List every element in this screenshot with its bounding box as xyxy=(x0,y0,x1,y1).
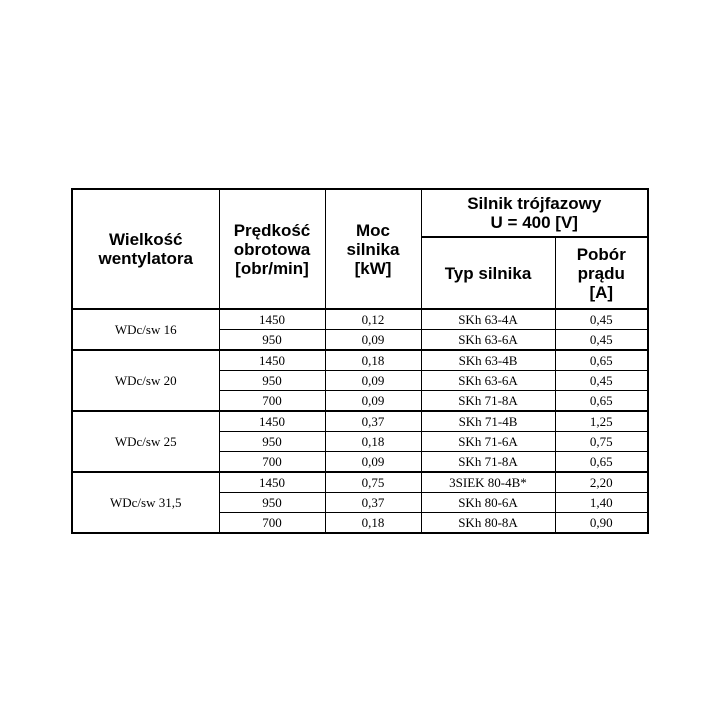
motor-type-cell: 3SIEK 80-4B* xyxy=(421,472,555,493)
speed-cell: 1450 xyxy=(219,350,325,371)
table-row xyxy=(72,472,648,493)
speed-cell: 700 xyxy=(219,513,325,534)
power-cell: 0,37 xyxy=(325,493,421,513)
table-body xyxy=(72,309,648,533)
table-row xyxy=(72,350,648,371)
speed-cell: 700 xyxy=(219,391,325,412)
current-cell: 0,90 xyxy=(555,513,648,534)
header-fan-size: Wielkość wentylatora xyxy=(72,189,219,309)
motor-type-cell: SKh 71-4B xyxy=(421,411,555,432)
current-cell: 1,40 xyxy=(555,493,648,513)
current-cell: 0,45 xyxy=(555,309,648,330)
motor-type-cell: SKh 63-6A xyxy=(421,371,555,391)
motor-type-cell: SKh 71-8A xyxy=(421,452,555,473)
speed-cell: 1450 xyxy=(219,472,325,493)
power-cell: 0,18 xyxy=(325,350,421,371)
motor-type-cell: SKh 71-6A xyxy=(421,432,555,452)
motor-type-cell: SKh 63-6A xyxy=(421,330,555,351)
speed-cell: 950 xyxy=(219,493,325,513)
fan-size-cell: WDc/sw 16 xyxy=(72,309,219,350)
fan-motor-spec-table xyxy=(71,188,649,534)
table-row xyxy=(72,309,648,330)
power-cell: 0,09 xyxy=(325,391,421,412)
current-cell: 0,45 xyxy=(555,371,648,391)
table-row xyxy=(72,411,648,432)
header-rotation-speed: Prędkość obrotowa [obr/min] xyxy=(219,189,325,309)
fan-size-cell: WDc/sw 31,5 xyxy=(72,472,219,533)
current-cell: 0,75 xyxy=(555,432,648,452)
table-header xyxy=(72,189,648,309)
motor-type-cell: SKh 71-8A xyxy=(421,391,555,412)
header-current-draw: Pobór prądu [A] xyxy=(555,237,648,309)
power-cell: 0,37 xyxy=(325,411,421,432)
power-cell: 0,09 xyxy=(325,330,421,351)
header-motor-power: Moc silnika [kW] xyxy=(325,189,421,309)
speed-cell: 950 xyxy=(219,371,325,391)
speed-cell: 700 xyxy=(219,452,325,473)
motor-type-cell: SKh 80-8A xyxy=(421,513,555,534)
current-cell: 0,65 xyxy=(555,452,648,473)
motor-type-cell: SKh 80-6A xyxy=(421,493,555,513)
speed-cell: 1450 xyxy=(219,309,325,330)
speed-cell: 950 xyxy=(219,432,325,452)
power-cell: 0,09 xyxy=(325,452,421,473)
motor-type-cell: SKh 63-4B xyxy=(421,350,555,371)
current-cell: 0,45 xyxy=(555,330,648,351)
current-cell: 1,25 xyxy=(555,411,648,432)
header-three-phase-motor: Silnik trójfazowy U = 400 [V] xyxy=(421,189,648,237)
speed-cell: 950 xyxy=(219,330,325,351)
fan-size-cell: WDc/sw 25 xyxy=(72,411,219,472)
header-row-1 xyxy=(72,189,648,237)
current-cell: 2,20 xyxy=(555,472,648,493)
power-cell: 0,09 xyxy=(325,371,421,391)
fan-size-cell: WDc/sw 20 xyxy=(72,350,219,411)
current-cell: 0,65 xyxy=(555,350,648,371)
header-motor-type: Typ silnika xyxy=(421,237,555,309)
power-cell: 0,18 xyxy=(325,432,421,452)
speed-cell: 1450 xyxy=(219,411,325,432)
motor-type-cell: SKh 63-4A xyxy=(421,309,555,330)
power-cell: 0,12 xyxy=(325,309,421,330)
power-cell: 0,75 xyxy=(325,472,421,493)
current-cell: 0,65 xyxy=(555,391,648,412)
power-cell: 0,18 xyxy=(325,513,421,534)
